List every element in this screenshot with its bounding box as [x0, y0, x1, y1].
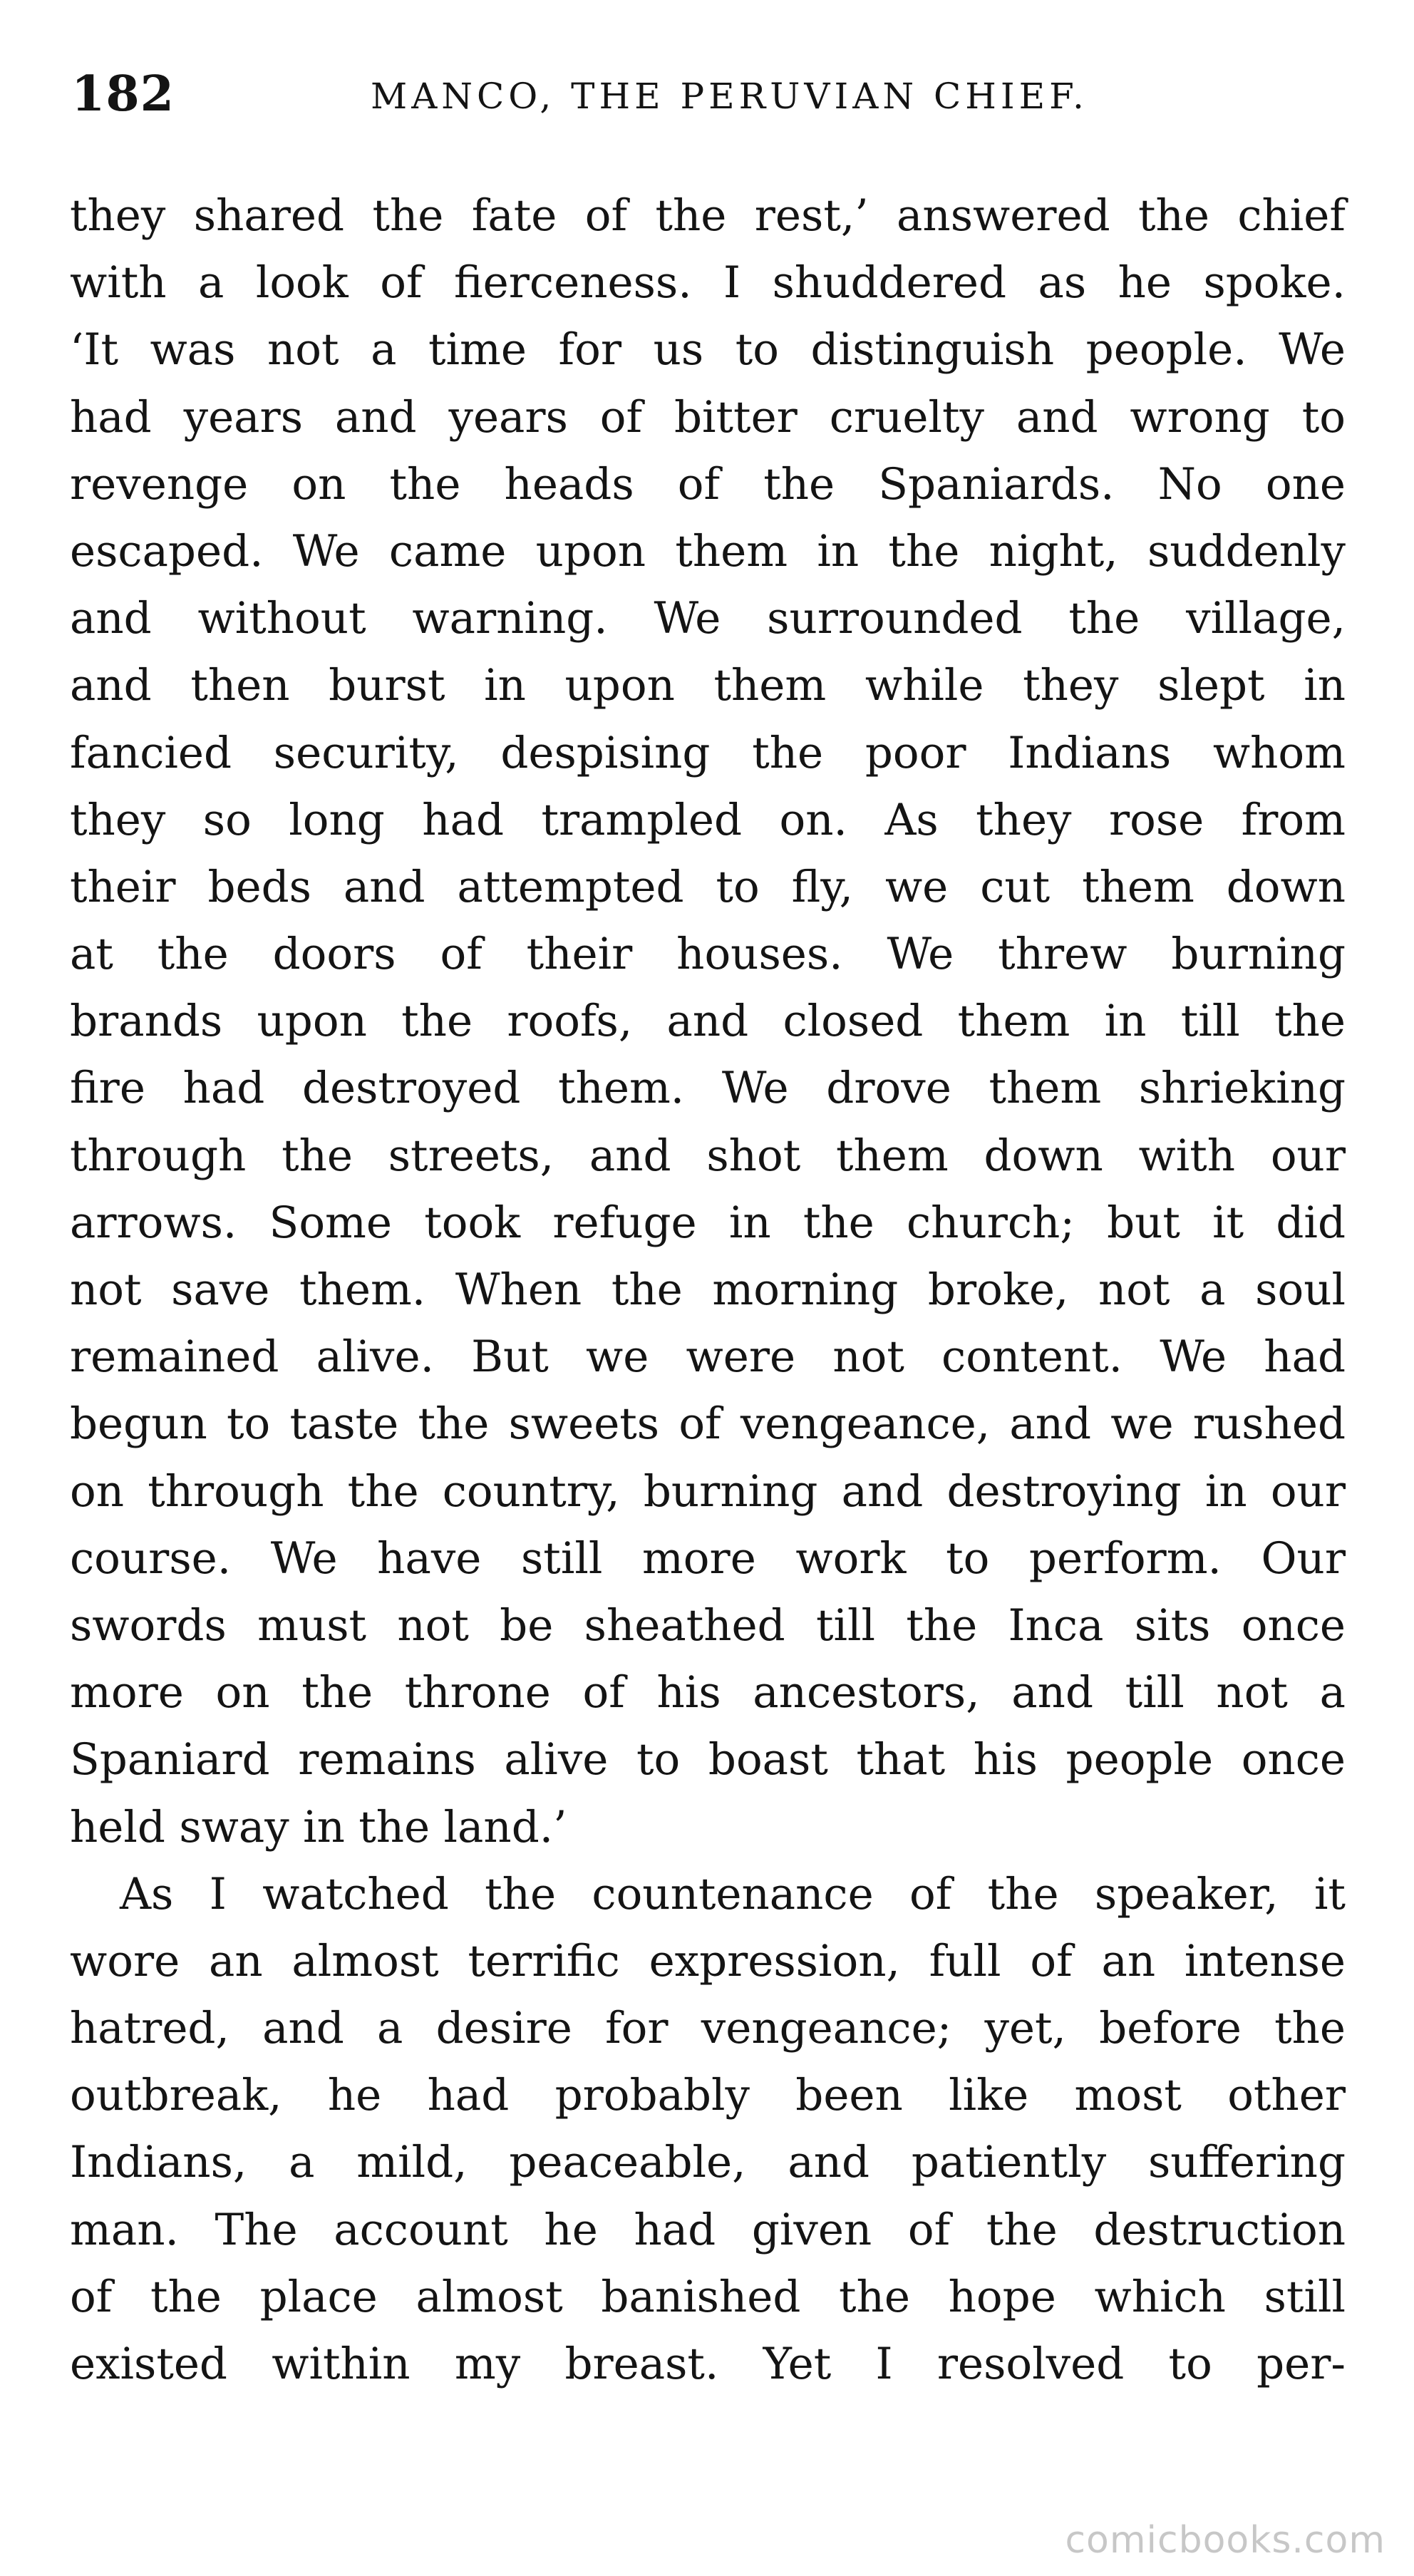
text-line: escaped. We came upon them in the night, suddenly [70, 525, 1346, 577]
text-line: on through the country, burning and destroying in our [70, 1465, 1346, 1517]
text-line: had years and years of bitter cruelty and wrong to [70, 391, 1346, 443]
text-line: Spaniard remains alive to boast that his people once [70, 1734, 1346, 1786]
text-line: arrows. Some took refuge in the church; but it did [70, 1197, 1346, 1248]
text-line: existed within my breast. Yet I resolved to per- [70, 2339, 1346, 2389]
text-line: remained alive. But we were not content. We had [70, 1331, 1346, 1383]
paragraph-2 [70, 1861, 1346, 2399]
body-text [70, 182, 1346, 2398]
text-line: brands upon the roofs, and closed them in till the [70, 996, 1346, 1047]
page-number: 182 [71, 66, 175, 123]
text-line: of the place almost banished the hope which still [70, 2271, 1346, 2322]
text-line: their beds and attempted to fly, we cut them down [70, 861, 1346, 912]
text-line: they shared the fate of the rest,’ answered the chief [70, 190, 1346, 241]
text-line: course. We have still more work to perform. Our [70, 1532, 1346, 1584]
text-line: and without warning. We surrounded the village, [70, 593, 1346, 644]
running-header [71, 66, 1354, 123]
text-line: begun to taste the sweets of vengeance, and we rushed [70, 1398, 1346, 1450]
text-line: fire had destroyed them. We drove them shrieking [70, 1063, 1346, 1114]
text-line: revenge on the heads of the Spaniards. No one [70, 458, 1346, 510]
text-line: As I watched the countenance of the speaker, it [120, 1868, 1346, 1920]
text-line: man. The account he had given of the destruction [70, 2204, 1346, 2255]
text-line: through the streets, and shot them down with our [70, 1130, 1346, 1181]
text-line: at the doors of their houses. We threw burning [70, 929, 1346, 980]
text-line: they so long had trampled on. As they rose from [70, 794, 1346, 845]
text-line: not save them. When the morning broke, not a soul [70, 1264, 1346, 1315]
watermark: comicbooks.com [1065, 2519, 1385, 2562]
text-line: swords must not be sheathed till the Inca sits once [70, 1599, 1346, 1651]
text-line: Indians, a mild, peaceable, and patiently suffering [70, 2137, 1346, 2188]
text-line: fancied security, despising the poor Indians whom [70, 727, 1346, 778]
text-line: and then burst in upon them while they slept in [70, 660, 1346, 711]
text-line: wore an almost terrific expression, full of an intense [70, 1935, 1346, 1987]
running-title: MANCO, THE PERUVIAN CHIEF. [371, 76, 1088, 117]
text-line: outbreak, he had probably been like most other [70, 2070, 1346, 2121]
text-line: ‘It was not a time for us to distinguish people. We [70, 324, 1346, 376]
text-line: more on the throne of his ancestors, and till not a [70, 1667, 1346, 1719]
paragraph-1 [70, 182, 1346, 1861]
text-line: held sway in the land.’ [70, 1801, 567, 1853]
text-line: hatred, and a desire for vengeance; yet, before the [70, 2003, 1346, 2054]
text-line: with a look of fierceness. I shuddered as he spoke. [70, 257, 1346, 309]
